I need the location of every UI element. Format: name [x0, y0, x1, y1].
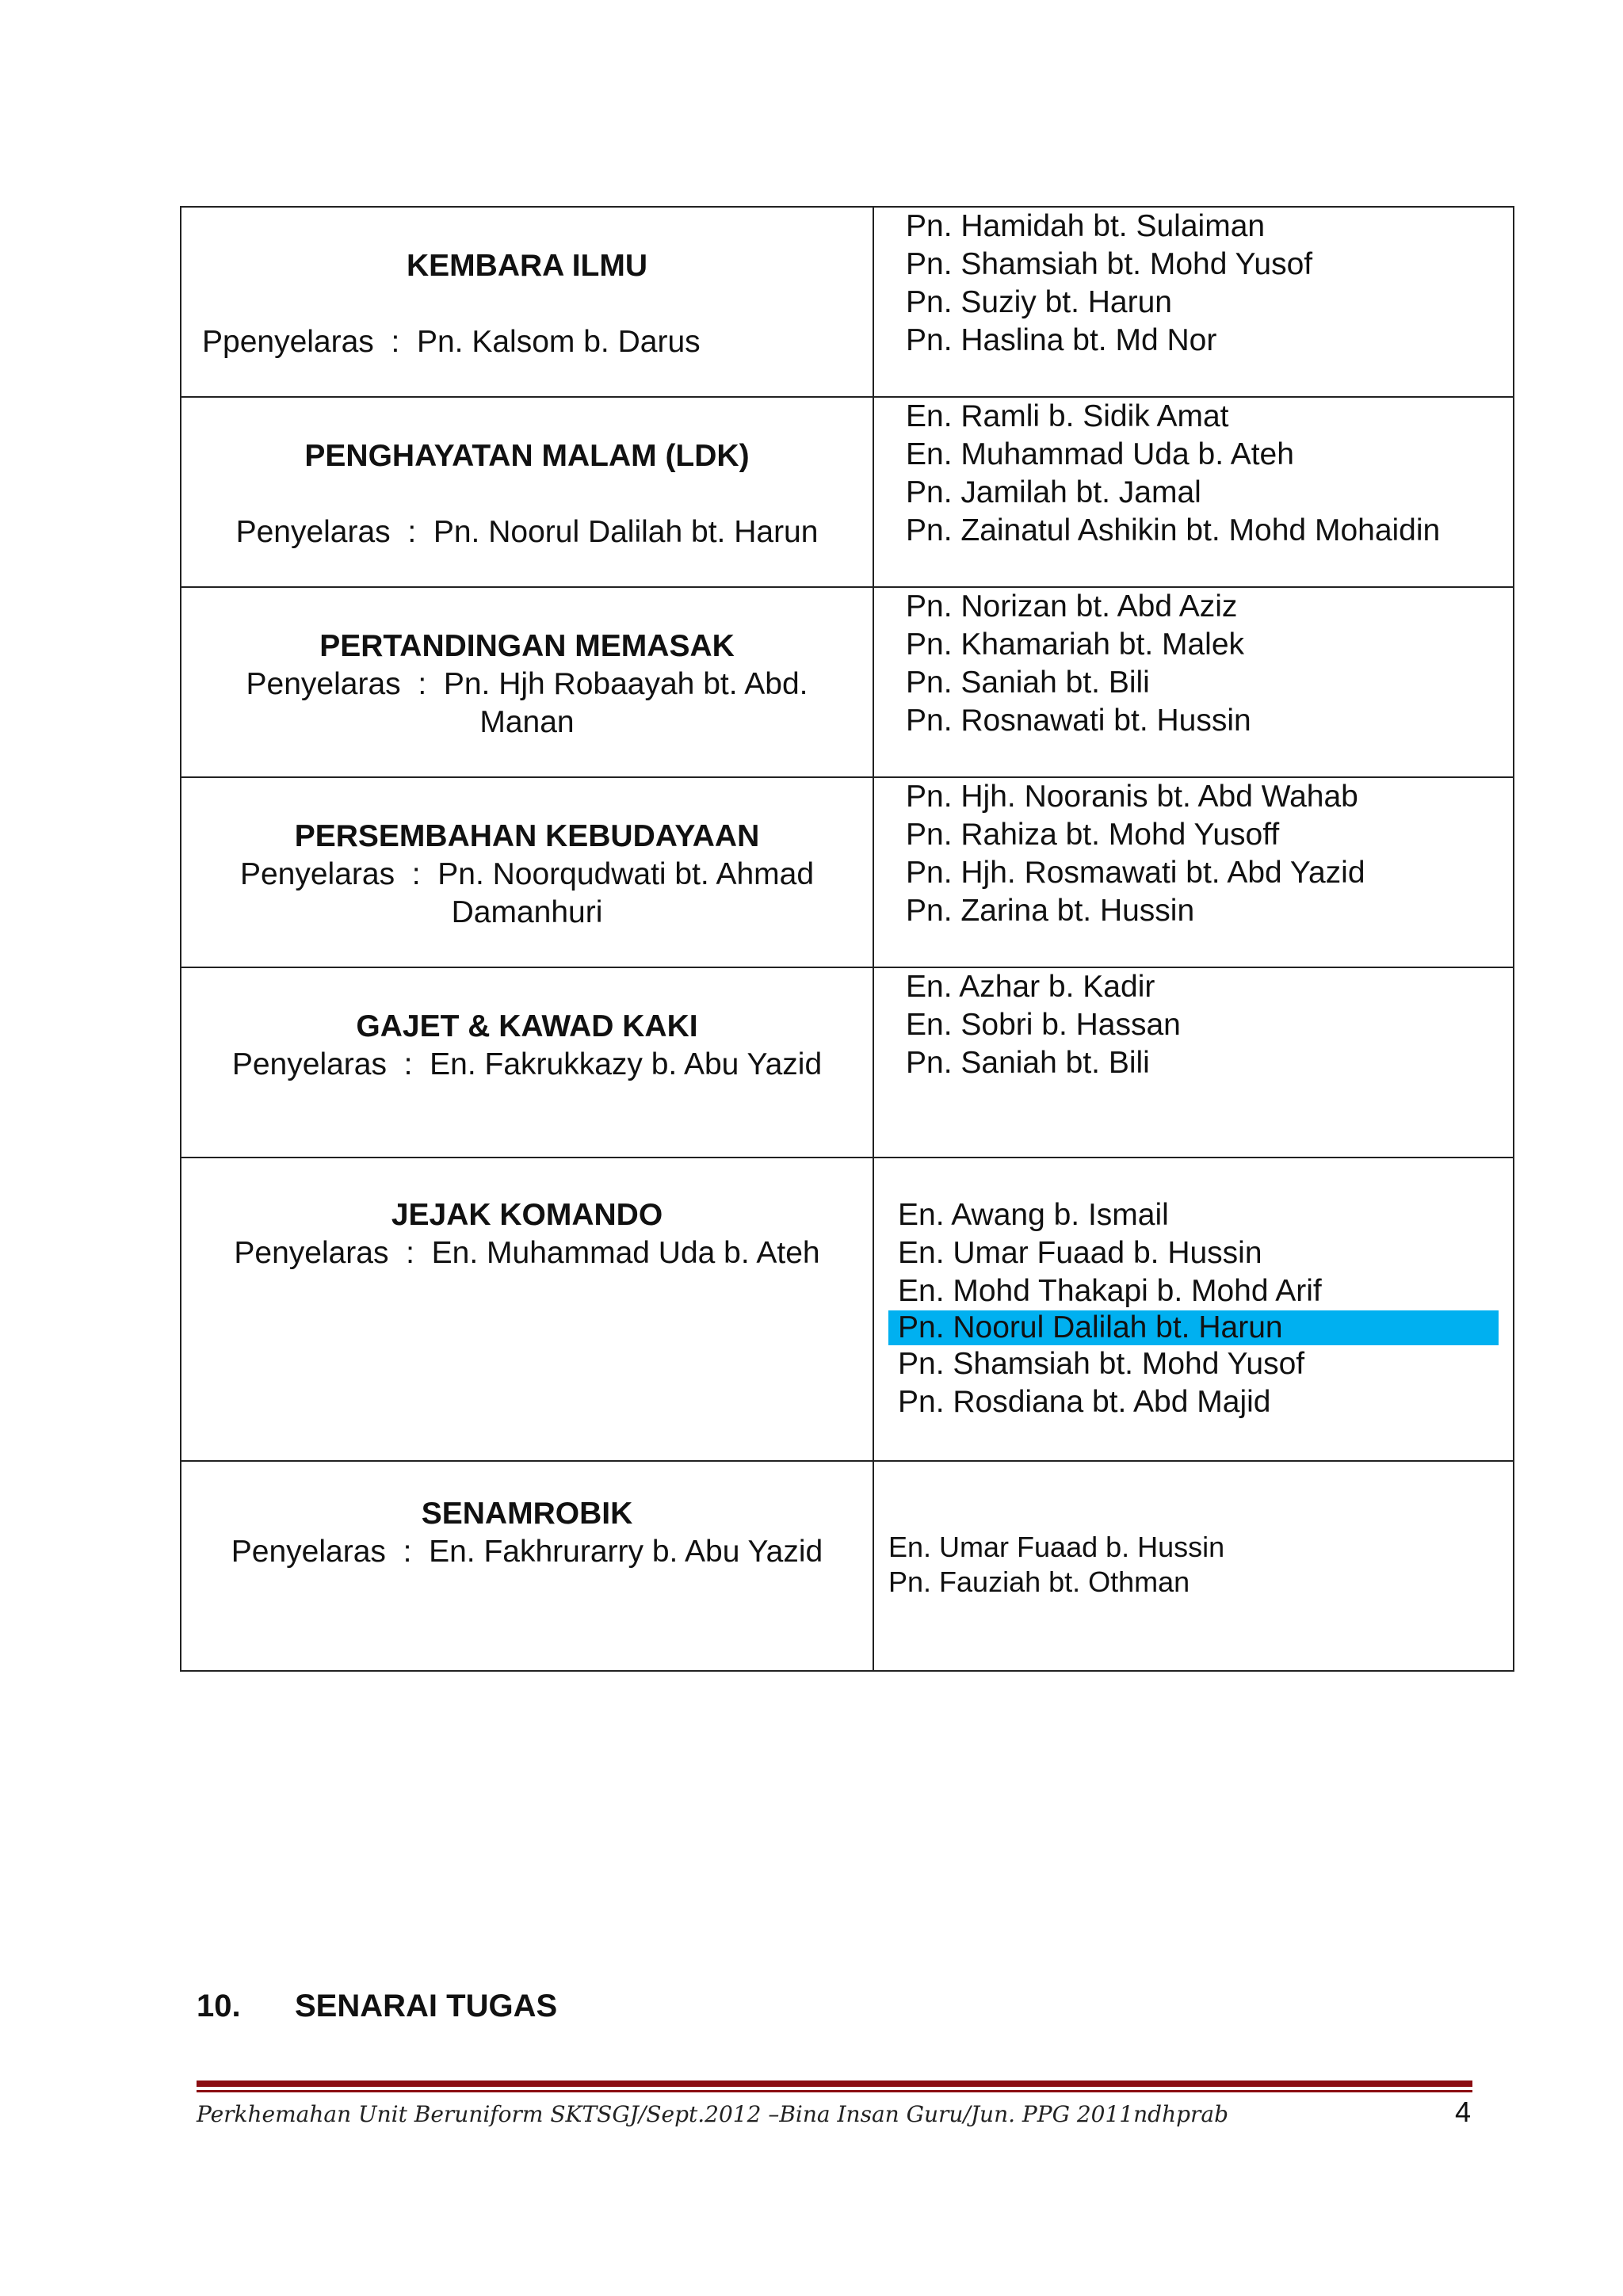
- list-item: Pn. Hjh. Nooranis bt. Abd Wahab: [906, 780, 1358, 814]
- list-item: En. Umar Fuaad b. Hussin: [888, 1531, 1225, 1563]
- section-number: 10.: [197, 1989, 241, 2023]
- activity-cell: [181, 207, 873, 397]
- coordinator-text: Penyelaras : En. Muhammad Uda b. Ateh: [234, 1236, 820, 1270]
- list-item: Pn. Saniah bt. Bili: [906, 666, 1150, 700]
- activity-title: KEMBARA ILMU: [406, 249, 648, 283]
- members-cell: [873, 967, 1514, 1158]
- list-item: En. Azhar b. Kadir: [906, 970, 1155, 1004]
- coordinator-text: Penyelaras : En. Fakhrurarry b. Abu Yazid: [231, 1535, 823, 1569]
- table-row: [181, 207, 1514, 397]
- activity-cell: [181, 777, 873, 967]
- list-item: Pn. Saniah bt. Bili: [906, 1046, 1150, 1080]
- list-item: Pn. Rosdiana bt. Abd Majid: [898, 1385, 1271, 1419]
- list-item: Pn. Shamsiah bt. Mohd Yusof: [898, 1347, 1305, 1381]
- table-row: [181, 1461, 1514, 1671]
- table-row: [181, 587, 1514, 777]
- list-item: Pn. Shamsiah bt. Mohd Yusof: [906, 247, 1313, 281]
- coordinator-text: Ppenyelaras : Pn. Kalsom b. Darus: [202, 325, 701, 359]
- activity-cell: [181, 397, 873, 587]
- activity-title: GAJET & KAWAD KAKI: [356, 1009, 698, 1043]
- page-number: 4: [1455, 2096, 1472, 2128]
- list-item: Pn. Hjh. Rosmawati bt. Abd Yazid: [906, 856, 1365, 890]
- members-cell: [873, 397, 1514, 587]
- list-item: En. Awang b. Ismail: [898, 1198, 1169, 1232]
- coordinator-text: Penyelaras : Pn. Hjh Robaayah bt. Abd. Manan: [246, 667, 817, 739]
- list-item: Pn. Fauziah bt. Othman: [888, 1566, 1190, 1598]
- list-item: Pn. Norizan bt. Abd Aziz: [906, 589, 1238, 624]
- member-list: [874, 208, 1513, 360]
- activity-cell: [181, 587, 873, 777]
- list-item: Pn. Haslina bt. Md Nor: [906, 323, 1217, 357]
- committee-table: [180, 206, 1514, 1672]
- section-title: SENARAI TUGAS: [295, 1989, 558, 2023]
- member-list: [874, 968, 1513, 1082]
- member-list: [874, 398, 1513, 550]
- list-item: En. Sobri b. Hassan: [906, 1008, 1181, 1042]
- coordinator-text: Penyelaras : Pn. Noorul Dalilah bt. Harun: [235, 515, 819, 549]
- activity-cell: [181, 1461, 873, 1671]
- list-item: Pn. Suziy bt. Harun: [906, 285, 1172, 319]
- footer-rule: [197, 2081, 1472, 2087]
- footer-rule-thin: [197, 2090, 1472, 2092]
- list-item: En. Ramli b. Sidik Amat: [906, 399, 1229, 433]
- coordinator-text: Penyelaras : Pn. Noorqudwati bt. Ahmad Damanhuri: [239, 857, 823, 929]
- members-cell: [873, 1461, 1514, 1671]
- activity-title: JEJAK KOMANDO: [391, 1198, 663, 1232]
- members-cell: [873, 777, 1514, 967]
- list-item: Pn. Khamariah bt. Malek: [906, 627, 1245, 662]
- activity-title: PERTANDINGAN MEMASAK: [319, 629, 735, 663]
- list-item: Pn. Rahiza bt. Mohd Yusoff: [906, 818, 1280, 852]
- section-heading: [197, 1989, 557, 2024]
- member-list: [874, 588, 1513, 740]
- activity-title: PENGHAYATAN MALAM (LDK): [304, 439, 750, 473]
- members-cell: [873, 587, 1514, 777]
- footer-text: Perkhemahan Unit Beruniform SKTSGJ/Sept.2012 –Bina Insan Guru/Jun. PPG 2011ndhprab: [197, 2101, 1229, 2127]
- table-row: [181, 397, 1514, 587]
- member-list: [874, 1196, 1513, 1421]
- activity-title: PERSEMBAHAN KEBUDAYAAN: [294, 819, 760, 853]
- list-item: En. Muhammad Uda b. Ateh: [906, 437, 1294, 471]
- highlighted-list-item: Pn. Noorul Dalilah bt. Harun: [888, 1310, 1499, 1345]
- table-row: [181, 967, 1514, 1158]
- list-item: Pn. Zainatul Ashikin bt. Mohd Mohaidin: [906, 513, 1441, 547]
- list-item: Pn. Jamilah bt. Jamal: [906, 475, 1201, 509]
- members-cell: [873, 1158, 1514, 1461]
- list-item: Pn. Zarina bt. Hussin: [906, 894, 1195, 928]
- members-cell: [873, 207, 1514, 397]
- activity-cell: [181, 967, 873, 1158]
- table-row: [181, 777, 1514, 967]
- table-row: [181, 1158, 1514, 1461]
- list-item: En. Umar Fuaad b. Hussin: [898, 1236, 1262, 1270]
- list-item: Pn. Rosnawati bt. Hussin: [906, 704, 1251, 738]
- list-item: En. Mohd Thakapi b. Mohd Arif: [898, 1274, 1322, 1308]
- member-list: [874, 778, 1513, 930]
- activity-title: SENAMROBIK: [421, 1497, 633, 1531]
- member-list: [874, 1530, 1513, 1600]
- list-item: Pn. Hamidah bt. Sulaiman: [906, 209, 1266, 243]
- coordinator-text: Penyelaras : En. Fakrukkazy b. Abu Yazid: [231, 1047, 823, 1081]
- activity-cell: [181, 1158, 873, 1461]
